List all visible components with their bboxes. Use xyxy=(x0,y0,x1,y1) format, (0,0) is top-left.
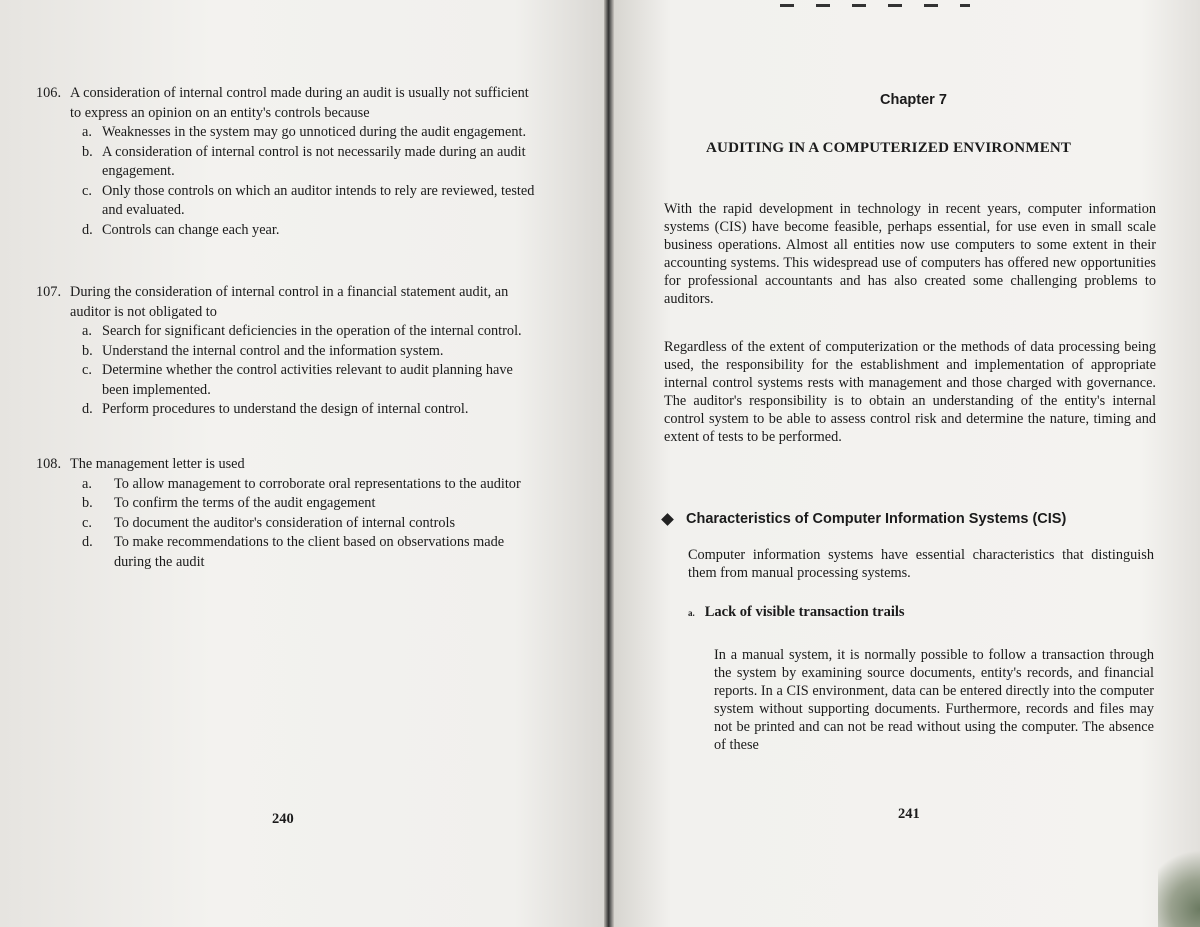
subsection-number: a. xyxy=(688,607,695,618)
book-gutter xyxy=(604,0,614,927)
option-c: c. To document the auditor's consideration of internal controls xyxy=(82,514,456,531)
question-108 xyxy=(36,455,536,572)
question-number: 106. xyxy=(36,85,62,101)
option-a: a. Weaknesses in the system may go unnoticed during the audit engagement. xyxy=(82,124,527,140)
page-number-left: 240 xyxy=(272,811,294,827)
page-number-right: 241 xyxy=(898,806,920,822)
option-d: d. To make recommendations to the client based on observations made during the audit xyxy=(82,534,505,570)
question-106 xyxy=(36,84,536,240)
section-intro: Computer information systems have essential characteristics that distinguish them from manual processing systems. xyxy=(688,547,1154,581)
page-corner-shadow xyxy=(1158,837,1200,927)
diamond-bullet-icon xyxy=(661,513,674,526)
subsection-heading-text: Lack of visible transaction trails xyxy=(704,604,905,620)
chapter-label: Chapter 7 xyxy=(880,92,947,108)
question-stem: The management letter is used xyxy=(70,456,245,472)
option-a: a. Search for significant deficiencies in the operation of the internal control. xyxy=(82,323,522,339)
option-a: a. To allow management to corroborate oral representations to the auditor xyxy=(82,475,521,492)
option-d: d. Controls can change each year. xyxy=(82,221,280,238)
section-heading xyxy=(663,511,1066,527)
question-number: 108. xyxy=(36,456,62,472)
option-c: c. Determine whether the control activities relevant to audit planning have been implemented. xyxy=(82,362,513,398)
option-c: c. Only those controls on which an auditor intends to rely are reviewed, tested and evaluated. xyxy=(82,182,535,218)
chapter-title: AUDITING IN A COMPUTERIZED ENVIRONMENT xyxy=(706,140,1072,156)
option-b: b. To confirm the terms of the audit engagement xyxy=(82,495,376,511)
section-heading-text: Characteristics of Computer Information Systems (CIS) xyxy=(686,511,1067,527)
question-stem: A consideration of internal control made during an audit is usually not sufficient to express an opinion on an entity's controls because xyxy=(70,85,529,121)
question-number: 107. xyxy=(36,284,62,300)
scan-mark xyxy=(780,4,970,7)
subsection-heading xyxy=(688,604,905,621)
question-107 xyxy=(36,283,536,420)
option-b: b. Understand the internal control and the information system. xyxy=(82,342,444,359)
question-stem: During the consideration of internal control in a financial statement audit, an auditor is not obligated to xyxy=(70,284,509,320)
option-d: d. Perform procedures to understand the design of internal control. xyxy=(82,401,469,417)
responsibility-paragraph: Regardless of the extent of computerization or the methods of data processing being used, the responsibility for the establishment and implementation of appropriate internal control systems rests with management and those charged with governance. The auditor's responsibility is to obtain an understanding of the entity's internal control system to be able to assess control risk and determine the nature, timing and extent of tests to be performed. xyxy=(664,339,1156,445)
intro-paragraph: With the rapid development in technology in recent years, computer information systems (CIS) have become feasible, perhaps essential, for use even in small scale business operations. Almost all entities now use computers to some extent in their accounting systems. This widespread use of computers has offered new opportunities for professional accountants and has also created some challenging problems to auditors. xyxy=(664,201,1156,307)
subsection-paragraph: In a manual system, it is normally possible to follow a transaction through the system by examining source documents, entity's records, and financial reports. In a CIS environment, data can be entered directly into the computer system without supporting documents. Furthermore, records and files may not be printed and can not be read without using the computer. The absence of these xyxy=(714,647,1154,753)
option-b: b. A consideration of internal control is not necessarily made during an audit engagement. xyxy=(82,143,526,179)
